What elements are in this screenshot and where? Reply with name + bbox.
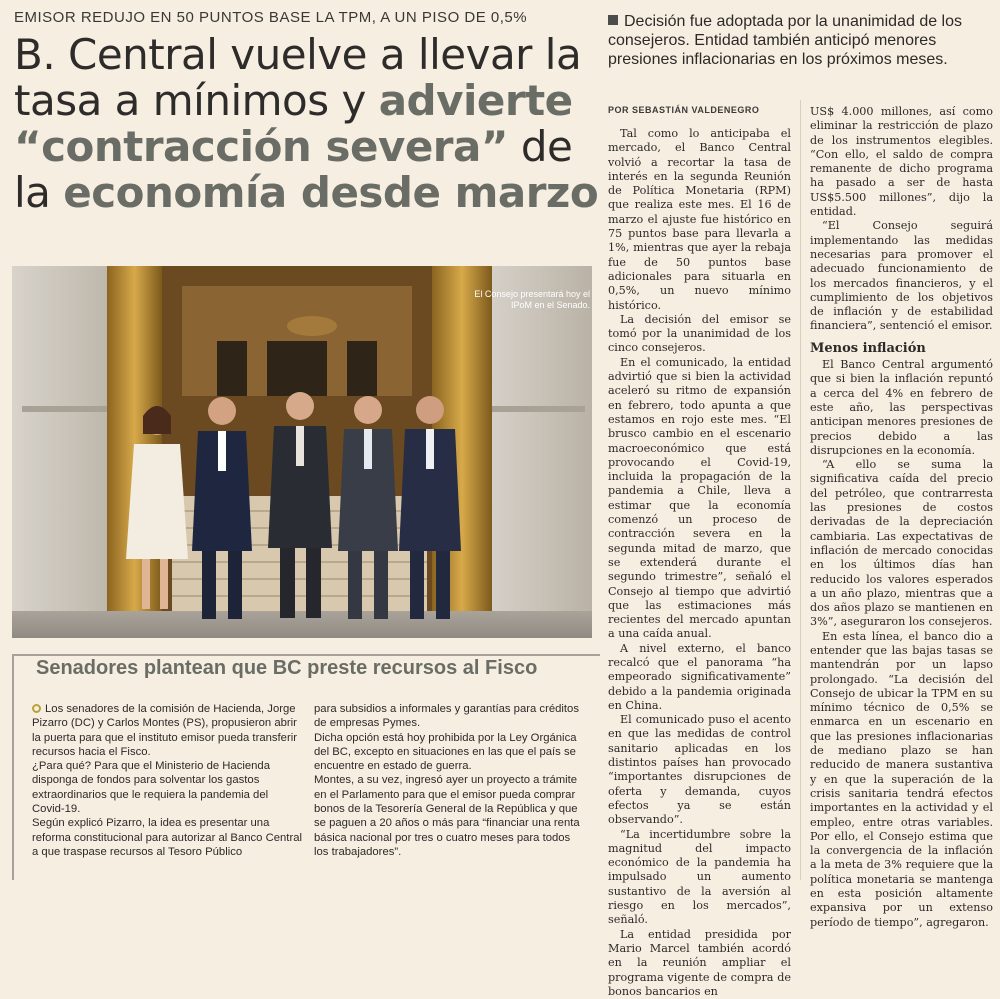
sidebar-left-rule xyxy=(12,654,14,880)
sidebar-top-rule xyxy=(12,654,600,656)
paragraph: US$ 4.000 millones, así como eliminar la restricción de plazo de los instrumentos elegibles. “Con ello, el saldo de compra remanente de dicho programa ha pasado a ser de hasta US$5.500 millones”, dijo la entidad. xyxy=(810,105,993,219)
headline xyxy=(14,32,604,216)
paragraph: El comunicado puso el acento en que las medidas de control sanitario aplicadas en los distintos países han provocado “importantes disrupciones de oferta y demanda, cuyos efectos ya se están observando”. xyxy=(608,713,791,827)
article-column-2 xyxy=(810,105,993,929)
sidebar-column-2 xyxy=(314,702,584,859)
paragraph: En esta línea, el banco dio a entender que las bajas tasas se mantendrán por un lapso prolongado. “La decisión del Consejo de ubicar la TPM en su mínimo técnico de 0,5% se enmarca en un escenario en que las presiones inflacionarias de mediano plazo se han reducido de manera sustantiva y en que la superación de la crisis sanitaria tendrá efectos importantes en la actividad y el empleo, entre otras variables. Por ello, el Consejo estima que la convergencia de la inflación a la meta de 3% requiere que la política monetaria se mantenga en esta posición altamente expansiva por un extenso período de tiempo”, agregaron. xyxy=(810,629,993,929)
byline: POR SEBASTIÁN VALDENEGRO xyxy=(608,105,760,115)
bullet-icon xyxy=(32,704,41,713)
paragraph: El Banco Central argumentó que si bien la inflación repuntó a cerca del 4% en febrero de este año, las perspectivas anticipan menores presiones de precios debido a las disrupciones en la economía. xyxy=(810,358,993,457)
paragraph: La entidad presidida por Mario Marcel también acordó en la reunión ampliar el programa vigente de compra de bonos bancarios en xyxy=(608,927,791,998)
sidebar-text: Los senadores de la comisión de Hacienda, Jorge Pizarro (DC) y Carlos Montes (PS), propusieron abrir la puerta para que el instituto emisor pueda transferir recursos hacia el Fisco. xyxy=(32,703,297,758)
lead-text: Decisión fue adoptada por la unanimidad de los consejeros. Entidad también anticipó menores presiones inflacionarias en los próximos meses. xyxy=(608,13,963,68)
paragraph: A nivel externo, el banco recalcó que el panorama “ha empeorado significativamente” debido a la pandemia originada en China. xyxy=(608,641,791,712)
paragraph: “El Consejo seguirá implementando las medidas necesarias para promover el adecuado funcionamiento de los mercados financieros, y el cumplimiento de los objetivos de inflación y de estabilidad financiera”, sentenció el emisor. xyxy=(810,219,993,333)
sidebar-paragraph: ¿Para qué? Para que el Ministerio de Hacienda disponga de fondos para solventar los gastos extraordinarios que le requiera la pandemia del Covid-19. xyxy=(32,760,271,816)
headline-part3: de la xyxy=(14,122,573,217)
square-bullet-icon xyxy=(608,15,618,25)
column-divider xyxy=(800,100,801,880)
paragraph: Tal como lo anticipaba el mercado, el Banco Central volvió a recortar la tasa de interés en la segunda Reunión de Política Monetaria (RPM) que realiza este mes. El 16 de marzo el ajuste fue histórico en 75 puntos base para llevarla a 1%, mientras que ayer la rebaja fue de 50 puntos base adicionales para situarla en 0,5%, un nuevo mínimo histórico. xyxy=(608,127,791,312)
photo-caption: El Consejo presentará hoy el IPoM en el Senado. xyxy=(474,289,590,310)
paragraph: La decisión del emisor se tomó por la unanimidad de los cinco consejeros. xyxy=(608,312,791,355)
sidebar-paragraph: Dicha opción está hoy prohibida por la Ley Orgánica del BC, excepto en situaciones en las que el país se encuentre en estado de guerra. xyxy=(314,731,577,773)
lead xyxy=(608,12,993,69)
headline-part1: B. Central vuelve a llevar la tasa a mínimos y xyxy=(14,30,582,125)
sidebar-title: Senadores plantean que BC preste recursos al Fisco xyxy=(36,657,538,679)
sidebar-paragraph: Según explicó Pizarro, la idea es presentar una reforma constitucional para autorizar al Banco Central a que traspase recursos al Tesoro Público xyxy=(32,817,303,858)
sidebar-paragraph xyxy=(32,702,302,759)
paragraph: “La incertidumbre sobre la magnitud del impacto económico de la pandemia ha impulsado un aumento sustantivo de la aversión al riesgo en los mercados”, señaló. xyxy=(608,827,791,927)
paragraph: “A ello se suma la significativa caída del precio del petróleo, que contrarresta las presiones de costos derivadas de la depreciación cambiaria. Las expectativas de inflación de mercado conocidas en los últimos días han reducido los valores esperados a un año plazo, mientras que a dos años plazo se mantienen en 3%”, aseguraron los consejeros. xyxy=(810,458,993,629)
photo xyxy=(12,266,592,638)
headline-part2: advierte “contracción severa” xyxy=(14,76,573,171)
photo-council-members xyxy=(12,266,592,638)
sidebar-paragraph: para subsidios a informales y garantías para créditos de empresas Pymes. xyxy=(314,703,579,730)
kicker: EMISOR REDUJO EN 50 PUNTOS BASE LA TPM, A UN PISO DE 0,5% xyxy=(14,9,528,26)
subhead: Menos inflación xyxy=(810,340,926,356)
paragraph: En el comunicado, la entidad advirtió que si bien la actividad aceleró su ritmo de expansión en febrero, todo apunta a que estamos en rojo este mes. “El brusco cambio en el escenario macroeconómico que está provocando el Covid-19, incluida la propagación de la pandemia a Chile, lleva a estimar que la economía comenzó un proceso de contracción severa en la segunda mitad de marzo, que se extenderá durante el segundo trimestre”, señaló el Consejo al tiempo que advirtió que las estimaciones más recientes del mercado apuntan a una caída anual. xyxy=(608,355,791,641)
sidebar-paragraph: Montes, a su vez, ingresó ayer un proyecto a trámite en el Parlamento para que el emisor pueda comprar bonos de la Tesorería General de la República y que se paguen a 20 años o más para “financiar una renta básica nacional por tres o cuatro meses para todos los trabajadores”. xyxy=(314,774,580,858)
headline-part4: economía desde marzo xyxy=(63,168,599,217)
sidebar-column-1 xyxy=(32,702,302,859)
article-column-1 xyxy=(608,127,791,998)
